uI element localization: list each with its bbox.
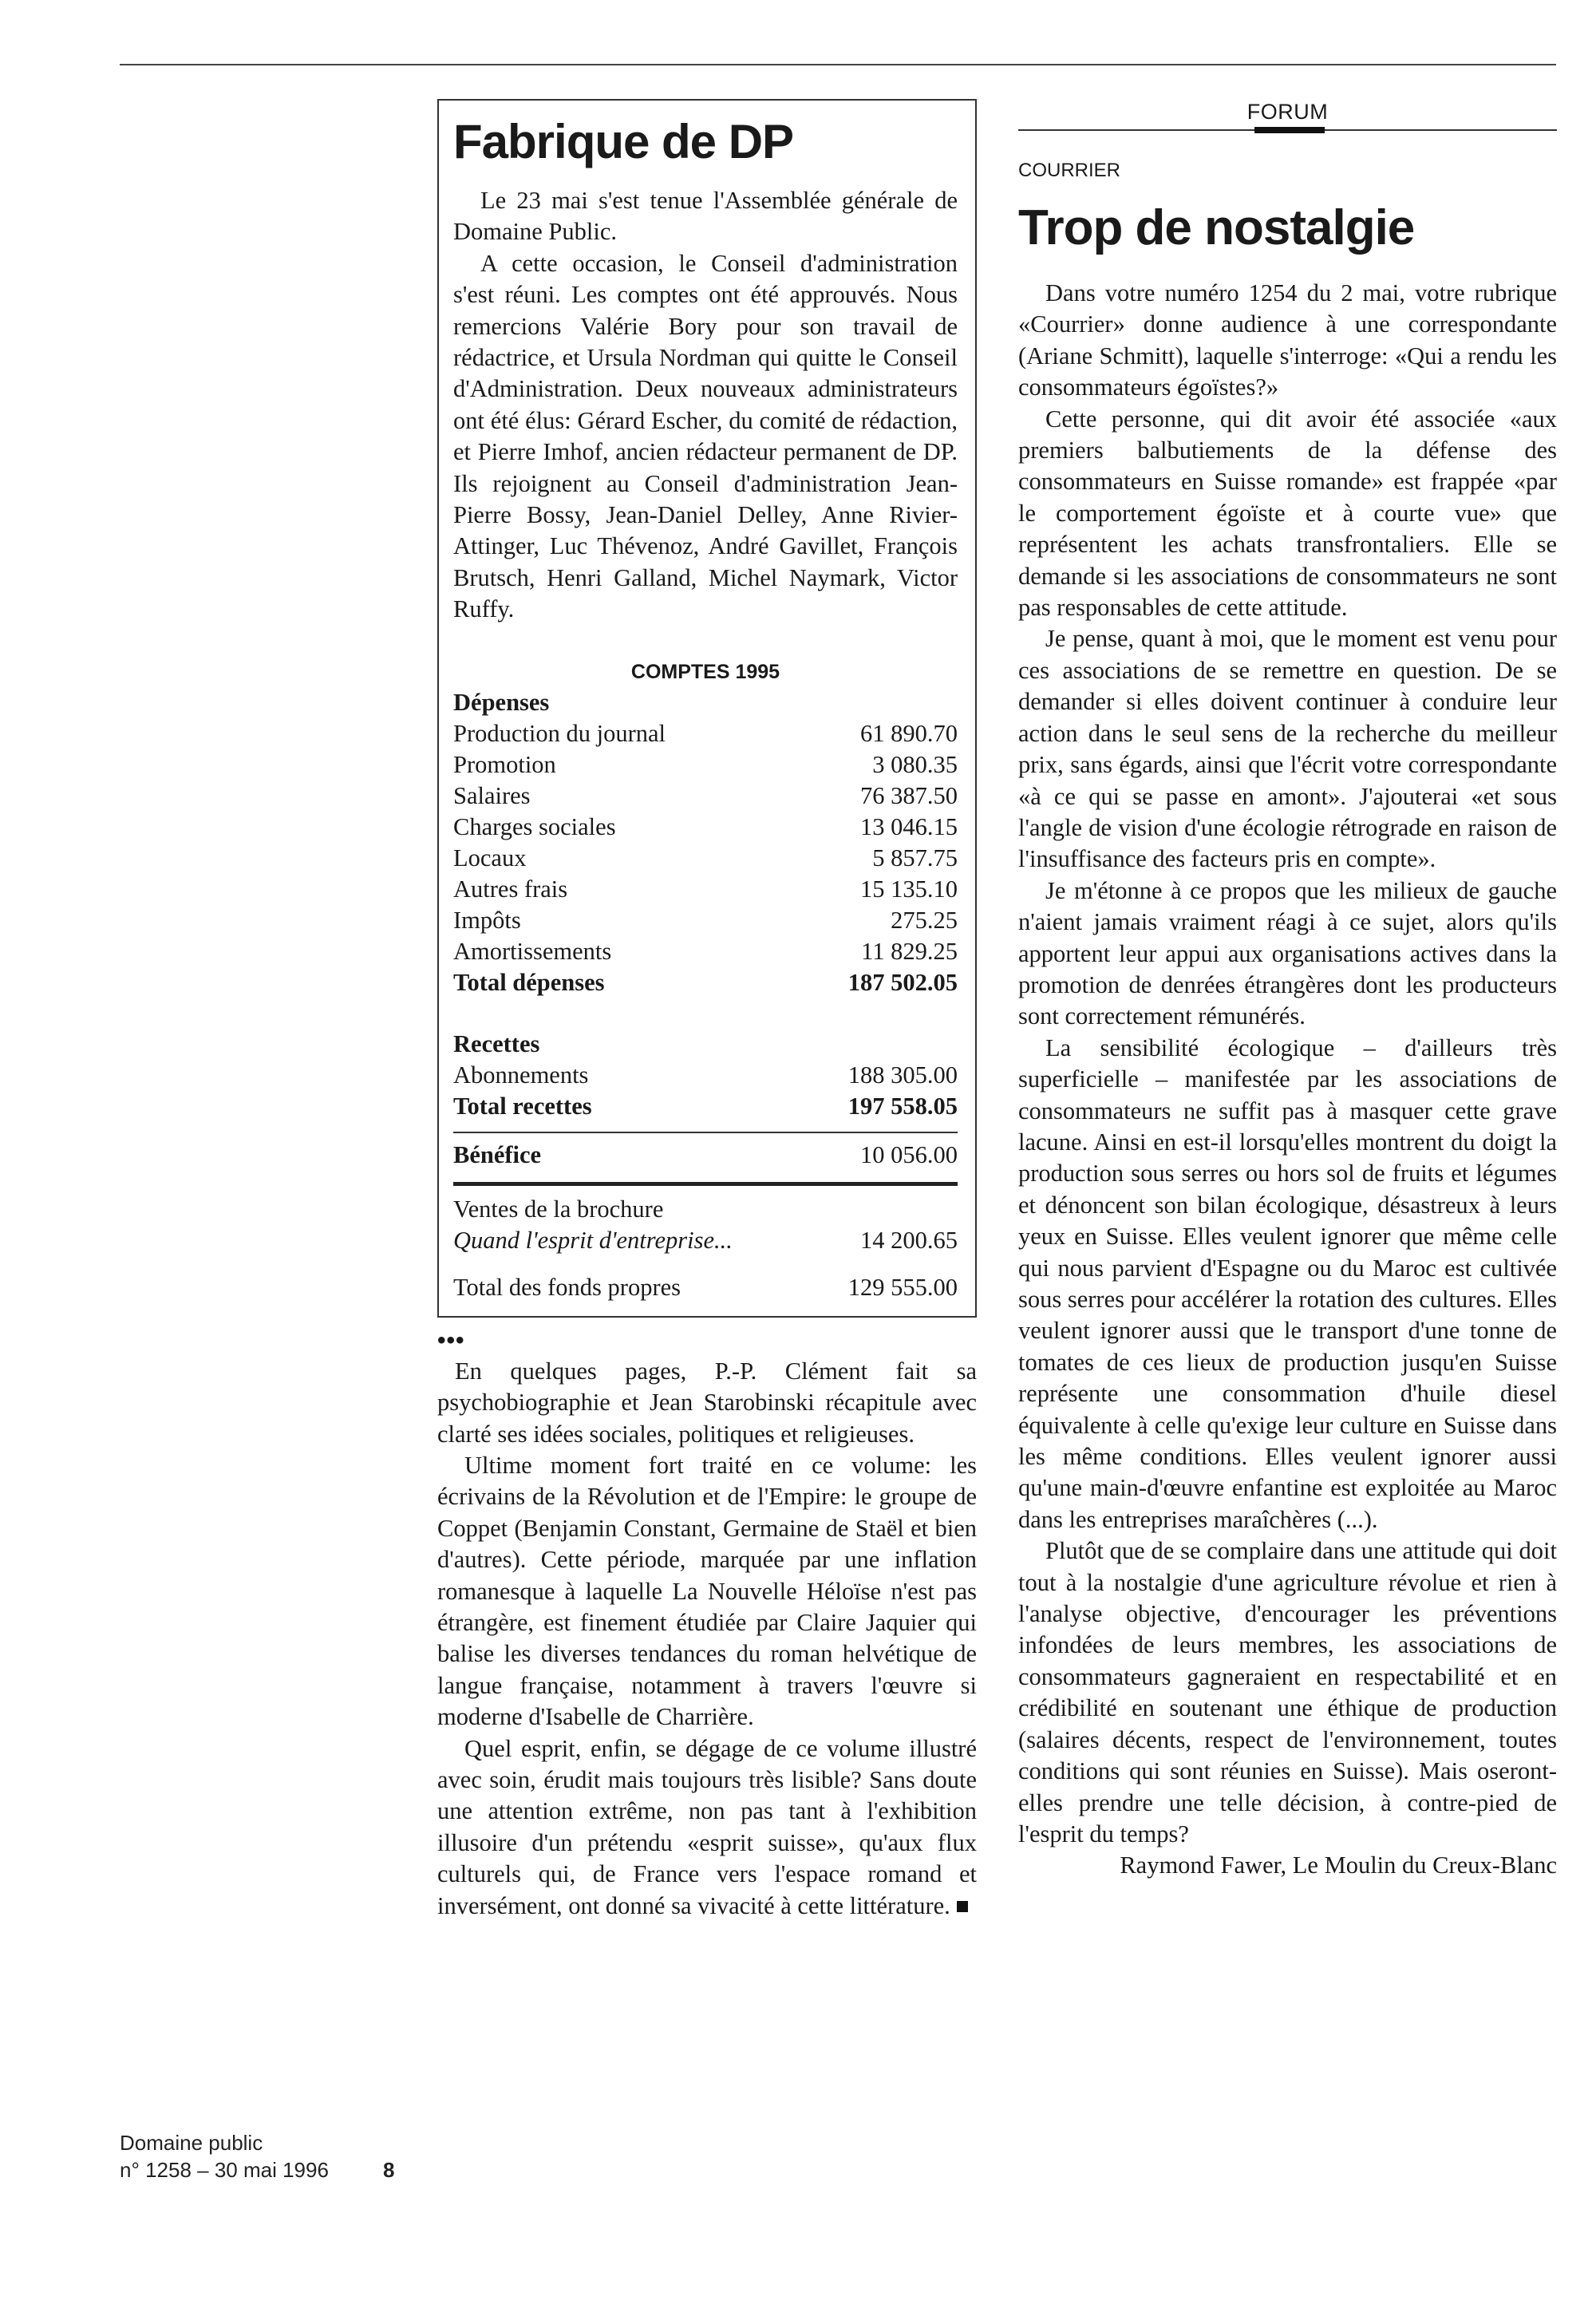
expenses-list	[453, 718, 958, 967]
brochure-row	[453, 1225, 958, 1256]
page-footer	[120, 2129, 407, 2183]
account-row	[453, 718, 958, 749]
account-amount: 13 046.15	[860, 812, 958, 840]
revenue-heading: Recettes	[453, 1029, 540, 1057]
article-paragraph: Dans votre numéro 1254 du 2 mai, votre rubrique «Courrier» donne audience à une correspondante (Ariane Schmitt), laquelle s'interroge: «Qui a rendu les consommateurs égoïstes?»	[1018, 279, 1557, 401]
account-amount: 15 135.10	[860, 875, 958, 903]
continuation-paragraph: Ultime moment fort traité en ce volume: les écrivains de la Révolution et de l'Empire: le groupe de Coppet (Benjamin Constant, Germaine de Staël et bien d'autres). Cette période, marquée par une inflation romanesque à laquelle La Nouvelle Héloïse n'est pas étrangère, est finement étudiée par Claire Jaquier qui balise les diverses tendances du roman helvétique de langue française, notamment à travers l'œuvre si moderne d'Isabelle de Charrière.	[437, 1451, 977, 1731]
account-label: Autres frais	[453, 875, 568, 903]
total-expenses-amount: 187 502.05	[847, 968, 958, 996]
accounts-title: COMPTES 1995	[630, 660, 780, 683]
account-label: Charges sociales	[453, 812, 616, 840]
account-amount: 3 080.35	[872, 750, 958, 778]
account-row	[453, 905, 958, 936]
section-separator: •••	[437, 1326, 465, 1354]
account-label: Amortissements	[453, 937, 612, 965]
divider-thick	[453, 1182, 958, 1186]
signature: Raymond Fawer, Le Moulin du Creux-Blanc	[1120, 1851, 1557, 1879]
profit-label: Bénéfice	[453, 1140, 542, 1168]
forum-rule	[1018, 129, 1557, 131]
account-row	[453, 936, 958, 967]
brochure-label: Ventes de la brochure	[453, 1195, 664, 1223]
account-row	[453, 749, 958, 780]
end-square-icon	[957, 1901, 968, 1912]
brochure-amount: 14 200.65	[860, 1226, 958, 1254]
account-label: Production du journal	[453, 719, 666, 747]
fabrique-paragraph: Le 23 mai s'est tenue l'Assemblée générale de Domaine Public.	[453, 187, 958, 246]
continuation-text: Quel esprit, enfin, se dégage de ce volume illustré avec soin, érudit mais toujours très lisible? Sans doute une attention extrême, non pas tant à l'exhibition illusoire d'un prétendu «esprit suisse», qu'aux flux culturels qui, de France vers l'espace romand et inversément, ont donné sa vivacité à cette littérature.	[437, 1734, 977, 1919]
article-paragraph: Plutôt que de se complaire dans une attitude qui doit tout à la nostalgie d'une agriculture révolue et rien à l'analyse objective, d'encourager les préventions infondées de leurs membres, les associations de consommateurs gagneraient en respectabilité et en crédibilité en soutenant une éthique de production (salaires décents, respect de l'environnement, toutes conditions qui sont réunies en Suisse). Mais oseront-elles prendre une telle décision, à contre-pied de l'esprit du temps?	[1018, 1537, 1557, 1848]
total-revenue-label: Total recettes	[453, 1092, 592, 1120]
fabrique-title: Fabrique de DP	[453, 115, 794, 168]
account-amount: 188 305.00	[847, 1061, 958, 1089]
account-amount: 5 857.75	[872, 844, 958, 871]
account-label: Impôts	[453, 906, 521, 934]
account-label: Promotion	[453, 750, 556, 778]
account-amount: 61 890.70	[860, 719, 958, 747]
continuation	[437, 1327, 977, 1922]
account-label: Abonnements	[453, 1061, 589, 1089]
total-revenue-amount: 197 558.05	[847, 1092, 958, 1120]
article-paragraph: Je pense, quant à moi, que le moment est venu pour ces associations de se remettre en question. De se demander si elles doivent continuer à conduire leur action dans le seul sens de la recherche du meilleur prix, sans égards, ainsi que l'écrit votre correspondante «à ce qui se passe en amont». J'ajouterai «et sous l'angle de vision d'une écologie rétrograde en raison de l'insuffisance des facteurs pris en compte».	[1018, 625, 1557, 873]
account-row	[453, 874, 958, 905]
brochure-title: Quand l'esprit d'entreprise...	[453, 1226, 733, 1254]
equity-row	[453, 1272, 958, 1303]
article-paragraph: Je m'étonne à ce propos que les milieux de gauche n'aient jamais vraiment réagi à ce sujet, alors qu'ils apportent leur appui aux organisations actives dans la promotion de denrées étrangères dont les producteurs sont correctement rémunérés.	[1018, 876, 1557, 1030]
revenue-list	[453, 1060, 958, 1091]
continuation-paragraph	[437, 1733, 977, 1922]
brochure-label-row	[453, 1194, 958, 1225]
account-amount: 275.25	[891, 906, 958, 934]
fabrique-paragraph: A cette occasion, le Conseil d'administration s'est réuni. Les comptes ont été approuvés. Nous remercions Valérie Bory pour son travail de rédactrice, et Ursula Nordman qui quitte le Conseil d'Administration. Deux nouveaux administrateurs ont été élus: Gérard Escher, du comité de rédaction, et Pierre Imhof, ancien rédacteur permanent de DP. Ils rejoignent au Conseil d'administration Jean-Pierre Bossy, Jean-Daniel Delley, Anne Rivier-Attinger, Luc Thévenoz, André Gavillet, François Brutsch, Henri Galland, Michel Naymark, Victor Ruffy.	[453, 249, 958, 623]
total-revenue-row	[453, 1091, 958, 1122]
profit-row	[453, 1140, 958, 1171]
account-label: Salaires	[453, 781, 531, 809]
account-label: Locaux	[453, 844, 527, 871]
total-expenses-row	[453, 967, 958, 998]
expenses-heading: Dépenses	[453, 688, 550, 716]
top-rule	[120, 64, 1556, 65]
right-column	[1018, 99, 1557, 1882]
account-row	[453, 843, 958, 874]
account-amount: 76 387.50	[860, 781, 958, 809]
page-number: 8	[383, 2158, 395, 2182]
account-amount: 11 829.25	[861, 937, 958, 965]
publication-name: Domaine public	[120, 2131, 263, 2155]
issue-info: n° 1258 – 30 mai 1996	[120, 2158, 329, 2182]
account-row	[453, 812, 958, 843]
account-row	[453, 780, 958, 812]
divider	[453, 1132, 958, 1133]
equity-label: Total des fonds propres	[453, 1273, 681, 1301]
forum-label: FORUM	[1246, 100, 1329, 124]
middle-column	[437, 99, 977, 1922]
fabrique-box	[437, 99, 977, 1318]
article-paragraph: Cette personne, qui dit avoir été associée «aux premiers balbutiements de la défense des consommateurs en Suisse romande» est frappée «par le comportement égoïste et à courte vue» que représentent les achats transfrontaliers. Elle se demande si les associations de consommateurs ne sont pas responsables de cette attitude.	[1018, 405, 1557, 622]
total-expenses-label: Total dépenses	[453, 968, 605, 996]
account-row	[453, 1060, 958, 1091]
article-paragraph: La sensibilité écologique – d'ailleurs très superficielle – manifestée par les associations de consommateurs ne suffit pas à masquer cette grave lacune. Ainsi en est-il lorsqu'elles montrent du doigt la production sous serres ou hors sol de fruits et légumes et dénoncent son bilan écologique, désastreux à leurs yeux en Suisse. Elles veulent ignorer que même celle qui nous parvient d'Espagne ou du Maroc est cultivée sous serres pour accélérer la rotation des cultures. Elles veulent ignorer aussi que le transport d'une tonne de tomates de ces lieux de production jusqu'en Suisse représente une consommation d'huile diesel équivalente à celle qu'exige leur culture en Suisse dans les même conditions. Elles veulent ignorer aussi qu'une main-d'œuvre enfantine est exploitée au Maroc dans les entreprises maraîchères (...).	[1018, 1033, 1557, 1533]
profit-amount: 10 056.00	[860, 1140, 958, 1168]
equity-amount: 129 555.00	[847, 1273, 958, 1301]
article-title: Trop de nostalgie	[1018, 200, 1415, 255]
section-label: COURRIER	[1018, 160, 1121, 181]
continuation-paragraph: En quelques pages, P.-P. Clément fait sa psychobiographie et Jean Starobinski récapitule avec clarté ses idées sociales, politiques et religieuses.	[437, 1357, 977, 1448]
